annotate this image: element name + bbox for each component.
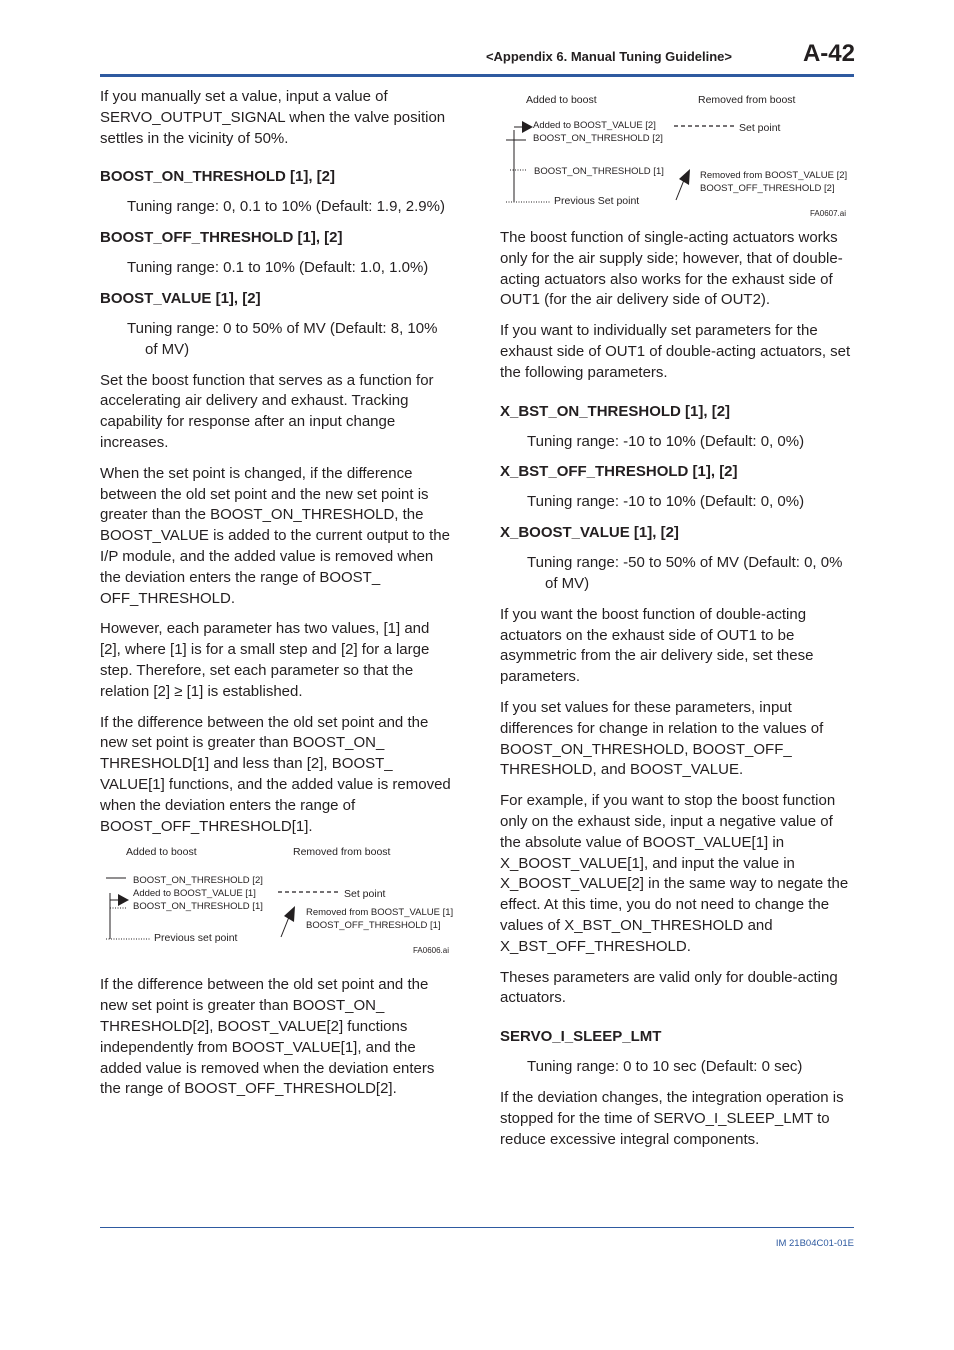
right-column <box>500 228 854 1160</box>
fig2-added-to-boost-label: Added to boost <box>526 94 597 106</box>
fig1-added-boost-value-1: Added to BOOST_VALUE [1] <box>133 888 256 899</box>
tuning-servo-i-sleep-lmt: Tuning range: 0 to 10 sec (Default: 0 sec) <box>527 1058 803 1076</box>
paragraph-set-values: If you set values for these parameters, input differences for change in relation to the values of BOOST_ON_THRESHOLD, BOOST_OFF_ THRESHOLD, and BOOST_VALUE. <box>500 698 824 779</box>
page-number: A-42 <box>802 40 855 67</box>
fig2-removed-boost-value-2: Removed from BOOST_VALUE [2] <box>700 170 848 181</box>
tuning-x-bst-off-threshold: Tuning range: -10 to 10% (Default: 0, 0%) <box>527 493 805 511</box>
paragraph-set-boost: Set the boost function that serves as a function for accelerating air delivery and exhaust. Tracking capability for response after an input change increases. <box>100 371 434 451</box>
heading-boost-on-threshold: BOOST_ON_THRESHOLD [1], [2] <box>100 168 336 186</box>
running-header: <Appendix 6. Manual Tuning Guideline> <box>485 49 732 64</box>
fig2-removed-from-boost-label: Removed from boost <box>698 94 796 106</box>
fig1-removed-boost-value-1: Removed from BOOST_VALUE [1] <box>306 907 454 918</box>
fig2-removal-arrow-icon <box>679 169 690 185</box>
header-rule <box>100 74 854 77</box>
fig1-previous-setpoint-label: Previous set point <box>154 932 238 944</box>
fig1-file-id: FA0606.ai <box>412 946 449 955</box>
fig1-removal-arrow-icon <box>284 906 295 922</box>
heading-x-bst-on-threshold: X_BST_ON_THRESHOLD [1], [2] <box>500 402 731 420</box>
heading-boost-value: BOOST_VALUE [1], [2] <box>100 289 261 307</box>
fig1-setpoint-label: Set point <box>344 888 386 900</box>
paragraph-if-diff-1: If the difference between the old set point and the new set point is greater than BOOST_ON_ THRESHOLD[1] and less than [2], BOOST_ VALUE[1] functions, and the added value is removed when the deviation enters the range of BOOST_OFF_THRESHOLD[1]. <box>100 713 451 835</box>
fig2-off-threshold-2: BOOST_OFF_THRESHOLD [2] <box>700 183 835 194</box>
heading-x-boost-value: X_BOOST_VALUE [1], [2] <box>500 524 679 542</box>
fig1-removed-from-boost-label: Removed from boost <box>293 846 391 858</box>
fig1-on-threshold-2: BOOST_ON_THRESHOLD [2] <box>133 875 263 886</box>
fig2-added-boost-value-2: Added to BOOST_VALUE [2] <box>533 120 656 131</box>
tuning-boost-off-threshold: Tuning range: 0.1 to 10% (Default: 1.0, 1.0%) <box>127 259 429 277</box>
tuning-boost-value: Tuning range: 0 to 50% of MV (Default: 8, 10% of MV) <box>127 319 438 358</box>
fig1-added-to-boost-label: Added to boost <box>126 846 197 858</box>
paragraph-integration: If the deviation changes, the integration operation is stopped for the time of SERVO_I_SLEEP_LMT to reduce excessive integral components. <box>500 1088 844 1148</box>
paragraph-single-acting: The boost function of single-acting actuators works only for the air supply side; however, that of double-acting actuators also works for the exhaust side of OUT1 (for the air delivery side of OUT2). <box>500 229 843 309</box>
figure-fa0607 <box>500 90 854 220</box>
document-id: IM 21B04C01-01E <box>775 1238 854 1249</box>
paragraph-individually: If you want to individually set parameters for the exhaust side of OUT1 of double-acting actuators, set the following parameters. <box>500 322 851 381</box>
paragraph-when-changed: When the set point is changed, if the difference between the old set point and the new set point is greater than the BOOST_ON_THRESHOLD, the BOOST_VALUE is added to the current output to the I/P module, and the added value is removed when the deviation enters the range of BOOST_ OFF_THRESHOLD. <box>100 464 450 607</box>
paragraph-asymmetric: If you want the boost function of double-acting actuators on the exhaust side of OUT1 to be asymmetric from the air delivery side, set these parameters. <box>500 605 814 686</box>
heading-x-bst-off-threshold: X_BST_OFF_THRESHOLD [1], [2] <box>500 463 738 481</box>
paragraph-however: However, each parameter has two values, [1] and [2], where [1] is for a small step and [2] for a large step. Therefore, set each parameter so that the relation [2] ≥ [1] is established. <box>100 620 430 700</box>
fig2-previous-setpoint-label: Previous Set point <box>554 195 640 207</box>
footer-rule <box>100 1227 854 1228</box>
paragraph-example: For example, if you want to stop the boost function only on the exhaust side, input a negative value of the absolute value of BOOST_VALUE[1] in X_BOOST_VALUE[1], and input the value in X_BOOST_VALUE[2] in the same way to negate the effect. At this time, you do not need to change the values of X_BST_ON_THRESHOLD and X_BST_OFF_THRESHOLD. <box>500 792 849 955</box>
fig2-setpoint-label: Set point <box>739 122 781 134</box>
heading-boost-off-threshold: BOOST_OFF_THRESHOLD [1], [2] <box>100 229 343 247</box>
fig2-on-threshold-2: BOOST_ON_THRESHOLD [2] <box>533 133 663 144</box>
paragraph-if-diff-2: If the difference between the old set point and the new set point is greater than BOOST_ON_ THRESHOLD[2], BOOST_VALUE[2] functions independently from BOOST_VALUE[1], and the added value is removed when the deviation enters the range of BOOST_OFF_THRESHOLD[2]. <box>100 976 435 1098</box>
fig2-file-id: FA0607.ai <box>809 209 846 218</box>
figure-fa0606 <box>100 842 454 958</box>
fig2-on-threshold-1: BOOST_ON_THRESHOLD [1] <box>534 166 664 177</box>
tuning-x-bst-on-threshold: Tuning range: -10 to 10% (Default: 0, 0%) <box>527 432 805 450</box>
fig1-off-threshold-1: BOOST_OFF_THRESHOLD [1] <box>306 920 441 931</box>
paragraph-valid: Theses parameters are valid only for double-acting actuators. <box>500 968 838 1007</box>
tuning-x-boost-value: Tuning range: -50 to 50% of MV (Default: 0, 0% of MV) <box>527 554 843 592</box>
fig1-on-threshold-1: BOOST_ON_THRESHOLD [1] <box>133 901 263 912</box>
paragraph-intro: If you manually set a value, input a value of SERVO_OUTPUT_SIGNAL when the valve position settles in the vicinity of 50%. <box>100 88 446 147</box>
fig2-boost-arrow-icon <box>522 121 533 133</box>
tuning-boost-on-threshold: Tuning range: 0, 0.1 to 10% (Default: 1.9, 2.9%) <box>127 198 445 216</box>
heading-servo-i-sleep-lmt: SERVO_I_SLEEP_LMT <box>500 1028 662 1046</box>
fig1-boost-arrow-icon <box>118 894 129 906</box>
